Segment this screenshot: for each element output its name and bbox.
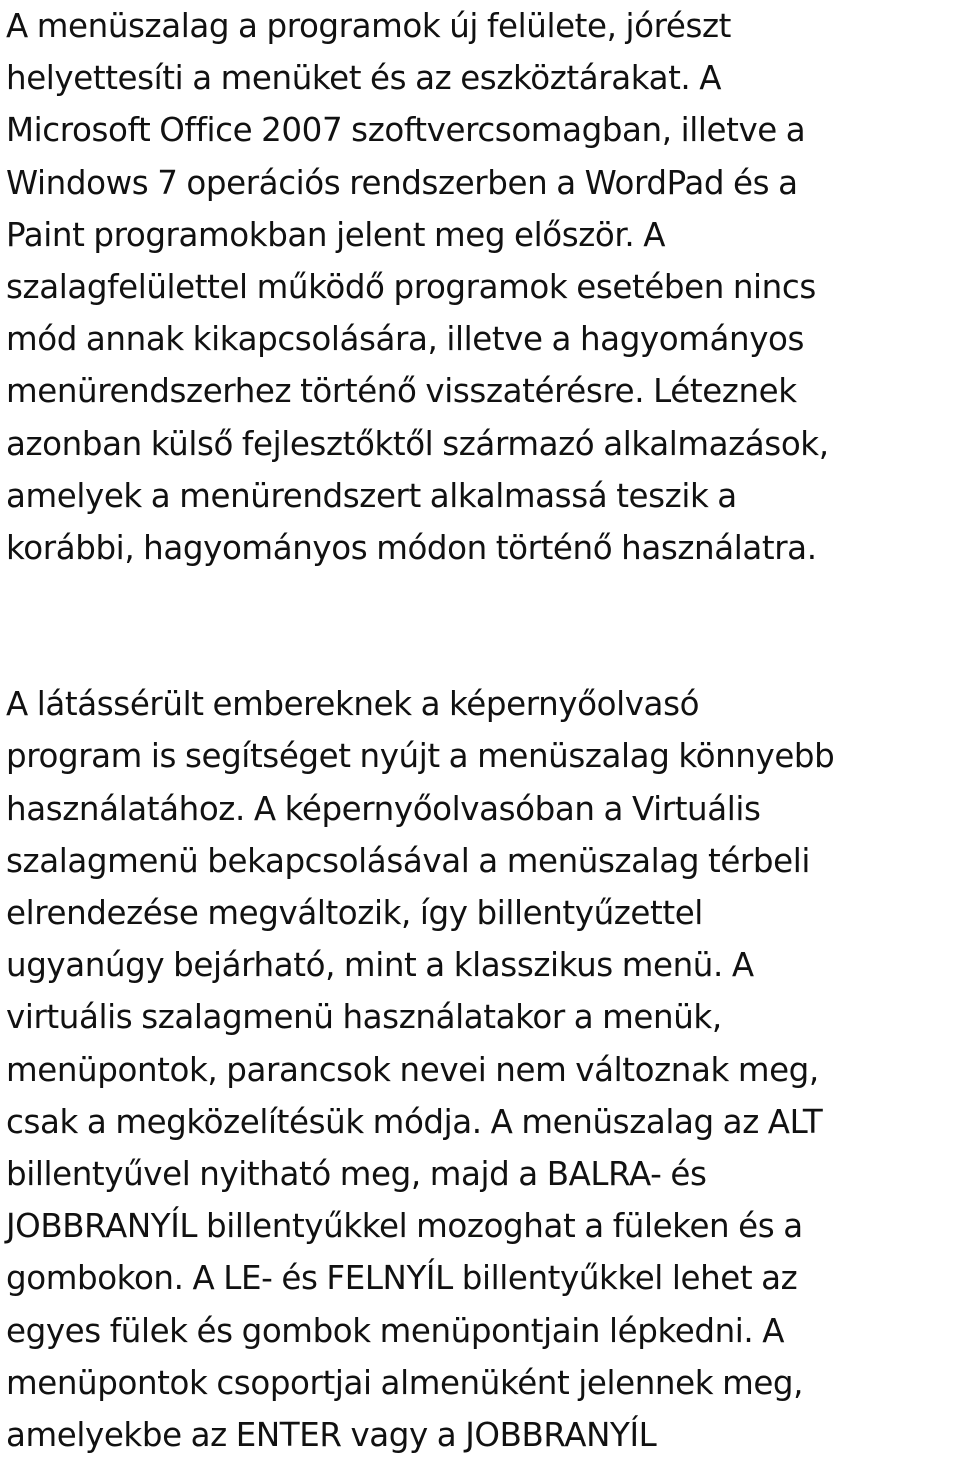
text-line: elrendezése megváltozik, így billentyűzettel — [6, 894, 703, 933]
text-line: csak a megközelítésük módja. A menüszalag az ALT — [6, 1102, 823, 1141]
text-line: helyettesíti a menüket és az eszköztárakat. A — [6, 59, 722, 98]
text-line: egyes fülek és gombok menüpontjain lépkedni. A — [6, 1311, 785, 1350]
text-line: ugyanúgy bejárható, mint a klasszikus menü. A — [6, 946, 754, 985]
text-line: amelyek a menürendszert alkalmassá teszik a — [6, 476, 737, 515]
text-line: korábbi, hagyományos módon történő használatra. — [6, 529, 817, 568]
text-line: gombokon. A LE- és FELNYÍL billentyűkkel lehet az — [6, 1259, 798, 1298]
text-line: szalagmenü bekapcsolásával a menüszalag térbeli — [6, 841, 810, 880]
text-line: virtuális szalagmenü használatakor a menük, — [6, 998, 722, 1037]
paragraph-ribbon-intro — [6, 0, 954, 574]
text-line: mód annak kikapcsolására, illetve a hagyományos — [6, 320, 805, 359]
paragraph-screen-reader — [6, 678, 954, 1461]
text-line: használatához. A képernyőolvasóban a Virtuális — [6, 789, 761, 828]
text-line: menüpontok csoportjai almenüként jelennek meg, — [6, 1363, 804, 1402]
text-line: menüpontok, parancsok nevei nem változnak meg, — [6, 1050, 819, 1089]
text-line: menürendszerhez történő visszatérésre. Léteznek — [6, 372, 797, 411]
text-line: Windows 7 operációs rendszerben a WordPad és a — [6, 163, 798, 202]
text-line: azonban külső fejlesztőktől származó alkalmazások, — [6, 424, 829, 463]
text-line: A menüszalag a programok új felülete, jórészt — [6, 7, 731, 45]
text-line: Paint programokban jelent meg először. A — [6, 215, 666, 254]
text-line: program is segítséget nyújt a menüszalag könnyebb — [6, 737, 835, 776]
text-line: Microsoft Office 2007 szoftvercsomagban, illetve a — [6, 111, 806, 150]
text-line: A látássérült embereknek a képernyőolvasó — [6, 685, 700, 724]
document-page — [6, 0, 954, 1455]
text-line: JOBBRANYÍL billentyűkkel mozoghat a füleken és a — [6, 1207, 803, 1246]
text-line: amelyekbe az ENTER vagy a JOBBRANYÍL — [6, 1416, 657, 1455]
text-line: szalagfelülettel működő programok esetében nincs — [6, 268, 816, 307]
text-line: billentyűvel nyitható meg, majd a BALRA- és — [6, 1155, 707, 1194]
